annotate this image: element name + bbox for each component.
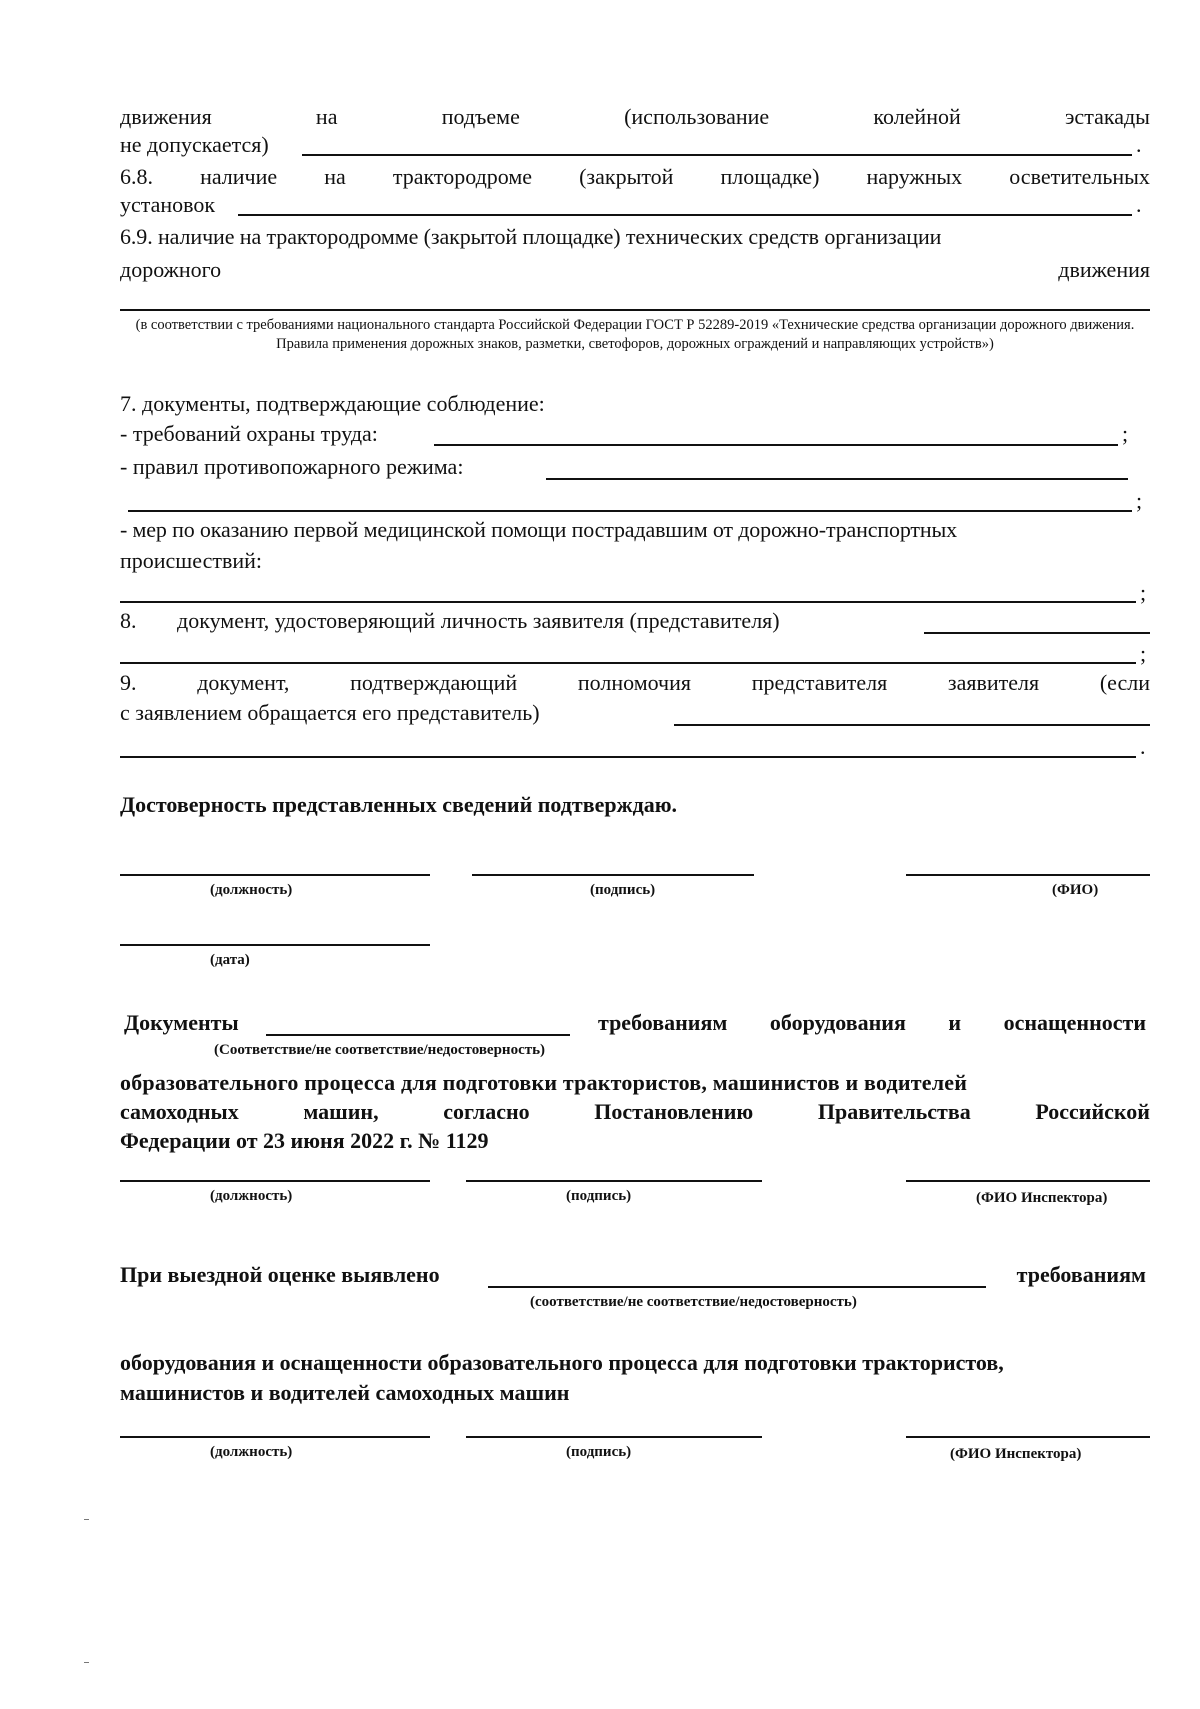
onsite-lead: При выездной оценке выявлено — [120, 1262, 440, 1287]
para-8-num: 8. — [120, 608, 137, 633]
word: (если — [1099, 670, 1150, 695]
fill-line-fire-1[interactable] — [546, 478, 1128, 480]
para-7-title: 7. документы, подтверждающие соблюдение: — [120, 391, 545, 416]
caption-fio-inspector: (ФИО Инспектора) — [976, 1190, 1108, 1206]
word: на — [324, 164, 346, 189]
end-period: . — [1136, 192, 1142, 217]
word: представителя — [751, 670, 888, 695]
caption-position: (должность) — [210, 1444, 293, 1460]
fill-line-9-2[interactable] — [120, 756, 1136, 758]
word: документ, — [197, 670, 290, 695]
word: Российской — [1035, 1099, 1150, 1124]
word: 9. — [120, 670, 137, 695]
fill-line-6-7[interactable] — [302, 154, 1132, 156]
onsite-line2: оборудования и оснащенности образовательного процесса для подготовки трактористов, — [120, 1350, 1004, 1375]
word: (закрытой — [579, 164, 674, 189]
documents-line3 — [120, 1099, 1150, 1125]
semicolon: ; — [1140, 580, 1147, 605]
semicolon: ; — [1136, 488, 1143, 513]
word: 6.8. — [120, 164, 153, 189]
para-7-item-labor: - требований охраны труда: — [120, 421, 378, 446]
para-7-item-medical-line2: происшествий: — [120, 548, 262, 573]
caption-signature: (подпись) — [566, 1188, 632, 1204]
onsite-caption: (соответствие/не соответствие/недостоверность) — [530, 1294, 857, 1310]
word: Правительства — [817, 1099, 971, 1124]
fill-line-fire-2[interactable] — [128, 510, 1132, 512]
word: на — [315, 104, 338, 129]
gost-note: (в соответствии с требованиями национального стандарта Российской Федерации ГОСТ Р 52289-2019 «Технические средства организации дорожного движения. Правила применения дорожных знаков, разметки, светофоров, дорожных ограждений и направляющих устройств») — [135, 317, 1135, 352]
word: Постановлению — [594, 1099, 754, 1124]
caption-signature: (подпись) — [566, 1444, 632, 1460]
fill-line-labor[interactable] — [434, 444, 1118, 446]
para-6-7-line1 — [120, 104, 1150, 130]
fill-line-onsite-status[interactable] — [488, 1286, 986, 1288]
fill-line-9-1[interactable] — [674, 724, 1150, 726]
onsite-line3: машинистов и водителей самоходных машин — [120, 1380, 570, 1405]
word: осветительных — [1009, 164, 1150, 189]
word: машин, — [303, 1099, 379, 1124]
caption-position: (должность) — [210, 882, 293, 898]
confirmation-heading: Достоверность представленных сведений подтверждаю. — [120, 792, 678, 817]
para-7-item-medical-line1: - мер по оказанию первой медицинской помощи пострадавшим от дорожно-транспортных — [120, 517, 957, 542]
semicolon: ; — [1122, 421, 1129, 446]
para-6-8-line1 — [120, 164, 1150, 190]
word: эстакады — [1064, 104, 1150, 129]
word: полномочия — [577, 670, 692, 695]
fill-line-medical[interactable] — [120, 601, 1136, 603]
word: (использование — [624, 104, 770, 129]
sign-line-position-1[interactable] — [120, 874, 430, 876]
word: подъеме — [441, 104, 520, 129]
sign-line-fio-2[interactable] — [906, 1180, 1150, 1182]
sign-line-signature-1[interactable] — [472, 874, 754, 876]
word: наружных — [866, 164, 963, 189]
semicolon: ; — [1140, 641, 1147, 666]
fill-line-8-2[interactable] — [120, 662, 1136, 664]
end-period: . — [1140, 734, 1146, 759]
word: трактородроме — [392, 164, 533, 189]
end-period: . — [1136, 132, 1142, 157]
fill-line-documents-status[interactable] — [266, 1034, 570, 1036]
sign-line-signature-2[interactable] — [466, 1180, 762, 1182]
word: движения — [120, 104, 212, 129]
sign-line-date[interactable] — [120, 944, 430, 946]
sign-line-position-2[interactable] — [120, 1180, 430, 1182]
word: согласно — [443, 1099, 530, 1124]
caption-date: (дата) — [210, 952, 250, 968]
documents-tail: требованиям оборудования и оснащенности — [598, 1010, 1146, 1035]
fill-line-6-8[interactable] — [238, 214, 1132, 216]
documents-line4: Федерации от 23 июня 2022 г. № 1129 — [120, 1128, 489, 1153]
para-6-8-line2: установок — [120, 192, 216, 217]
word: заявителя — [947, 670, 1040, 695]
caption-fio-inspector: (ФИО Инспектора) — [950, 1446, 1082, 1462]
para-9-line1 — [120, 670, 1150, 696]
sign-line-fio-1[interactable] — [906, 874, 1150, 876]
fill-line-8-1[interactable] — [924, 632, 1150, 634]
para-6-9-line2-right: движения — [1058, 257, 1150, 282]
para-6-9-line2-left: дорожного — [120, 257, 222, 282]
scan-speck — [84, 1662, 89, 1663]
para-6-9-line1: 6.9. наличие на трактородромме (закрытой площадке) технических средств организации — [120, 224, 942, 249]
caption-fio: (ФИО) — [1052, 882, 1099, 898]
word: колейной — [873, 104, 961, 129]
sign-line-position-3[interactable] — [120, 1436, 430, 1438]
documents-line2: образовательного процесса для подготовки трактористов, машинистов и водителей — [120, 1070, 968, 1095]
word: наличие — [200, 164, 278, 189]
documents-caption: (Соответствие/не соответствие/недостоверность) — [214, 1042, 546, 1058]
caption-signature: (подпись) — [590, 882, 656, 898]
word: подтверждающий — [350, 670, 518, 695]
sign-line-signature-3[interactable] — [466, 1436, 762, 1438]
documents-lead: Документы — [124, 1010, 239, 1035]
para-7-item-fire: - правил противопожарного режима: — [120, 454, 464, 479]
para-6-7-line2: не допускается) — [120, 132, 269, 157]
word: площадке) — [720, 164, 820, 189]
caption-position: (должность) — [210, 1188, 293, 1204]
fill-line-6-9[interactable] — [120, 309, 1150, 311]
para-8-text: документ, удостоверяющий личность заявителя (представителя) — [177, 608, 780, 633]
sign-line-fio-3[interactable] — [906, 1436, 1150, 1438]
para-9-line2: с заявлением обращается его представитель) — [120, 700, 540, 725]
word: самоходных — [120, 1099, 239, 1124]
scan-speck — [84, 1519, 89, 1520]
onsite-tail: требованиям — [1016, 1262, 1146, 1287]
